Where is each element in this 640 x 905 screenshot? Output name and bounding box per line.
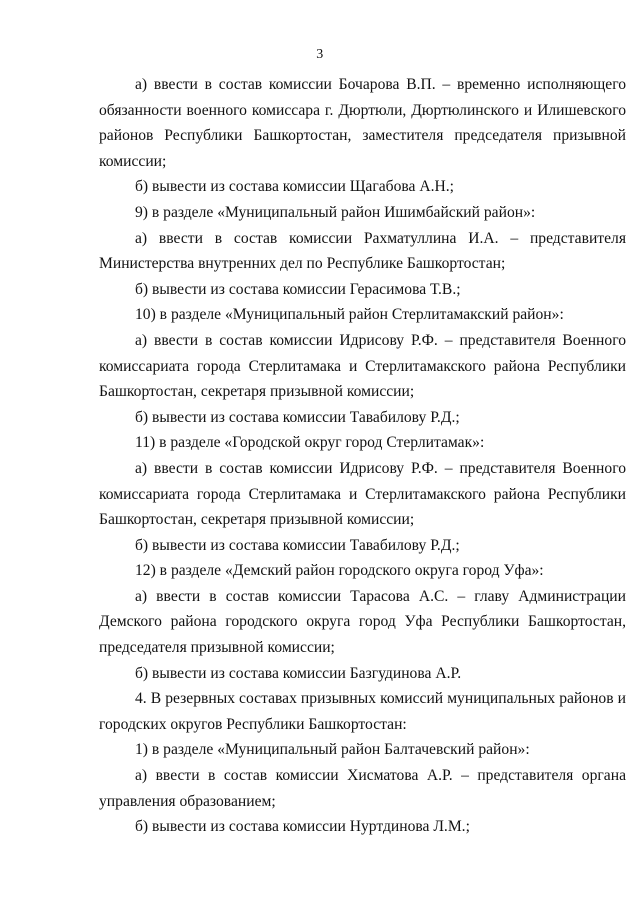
item-4-reserve-commissions: 4. В резервных составах призывных комиссий муниципальных районов и городских округов Республики Башкортостан: <box>99 690 626 733</box>
paragraph-11-b-remove-tavabilova: б) вывести из состава комиссии Тавабилову Р.Д.; <box>135 536 460 554</box>
paragraph-12-b-remove-bazgudinov: б) вывести из состава комиссии Базгудинова А.Р. <box>135 664 462 682</box>
paragraph-10-a-add-idrisova: а) ввести в состав комиссии Идрисову Р.Ф. – представителя Военного комиссариата города Стерлитамака и Стерлитамакского района Республики Башкортостан, секретаря призывной комиссии; <box>99 331 626 401</box>
paragraph-1-b-remove-shchagabov: б) вывести из состава комиссии Щагабова А.Н.; <box>135 178 455 196</box>
page-number: 3 <box>316 47 324 62</box>
section-10-heading: 10) в разделе «Муниципальный район Стерлитамакский район»: <box>135 306 564 324</box>
paragraph-11-a-add-idrisova: а) ввести в состав комиссии Идрисову Р.Ф. – представителя Военного комиссариата города Стерлитамака и Стерлитамакского района Республики Башкортостан, секретаря призывной комиссии; <box>99 459 626 529</box>
paragraph-1-a-add-khismatov: а) ввести в состав комиссии Хисматова А.Р. – представителя органа управления образованием; <box>99 767 626 810</box>
paragraph-1-b-remove-nurtdinov: б) вывести из состава комиссии Нуртдинова Л.М.; <box>135 818 470 836</box>
paragraph-9-a-add-rakhmatullin: а) ввести в состав комиссии Рахматуллина И.А. – представителя Министерства внутренних дел по Республике Башкортостан; <box>99 229 626 273</box>
paragraph-12-a-add-tarasov: а) ввести в состав комиссии Тарасова А.С. – главу Администрации Демского района городского округа город Уфа Республики Башкортостан, председателя призывной комиссии; <box>99 587 626 657</box>
section-9-heading: 9) в разделе «Муниципальный район Ишимбайский район»: <box>135 203 536 221</box>
paragraph-10-b-remove-tavabilova: б) вывести из состава комиссии Тавабилову Р.Д.; <box>135 408 460 426</box>
section-1-heading: 1) в разделе «Муниципальный район Балтачевский район»: <box>135 741 530 759</box>
section-11-heading: 11) в разделе «Городской округ город Стерлитамак»: <box>135 434 485 452</box>
document-body <box>99 72 626 840</box>
paragraph-9-b-remove-gerasimov: б) вывести из состава комиссии Герасимова Т.В.; <box>135 280 461 298</box>
paragraph-1-a-add-bocharov: а) ввести в состав комиссии Бочарова В.П. – временно исполняющего обязанности военного комиссара г. Дюртюли, Дюртюлинского и Илишевского районов Республики Башкортостан, заместителя председателя призывной комиссии; <box>99 76 626 170</box>
section-12-heading: 12) в разделе «Демский район городского округа город Уфа»: <box>135 562 544 580</box>
